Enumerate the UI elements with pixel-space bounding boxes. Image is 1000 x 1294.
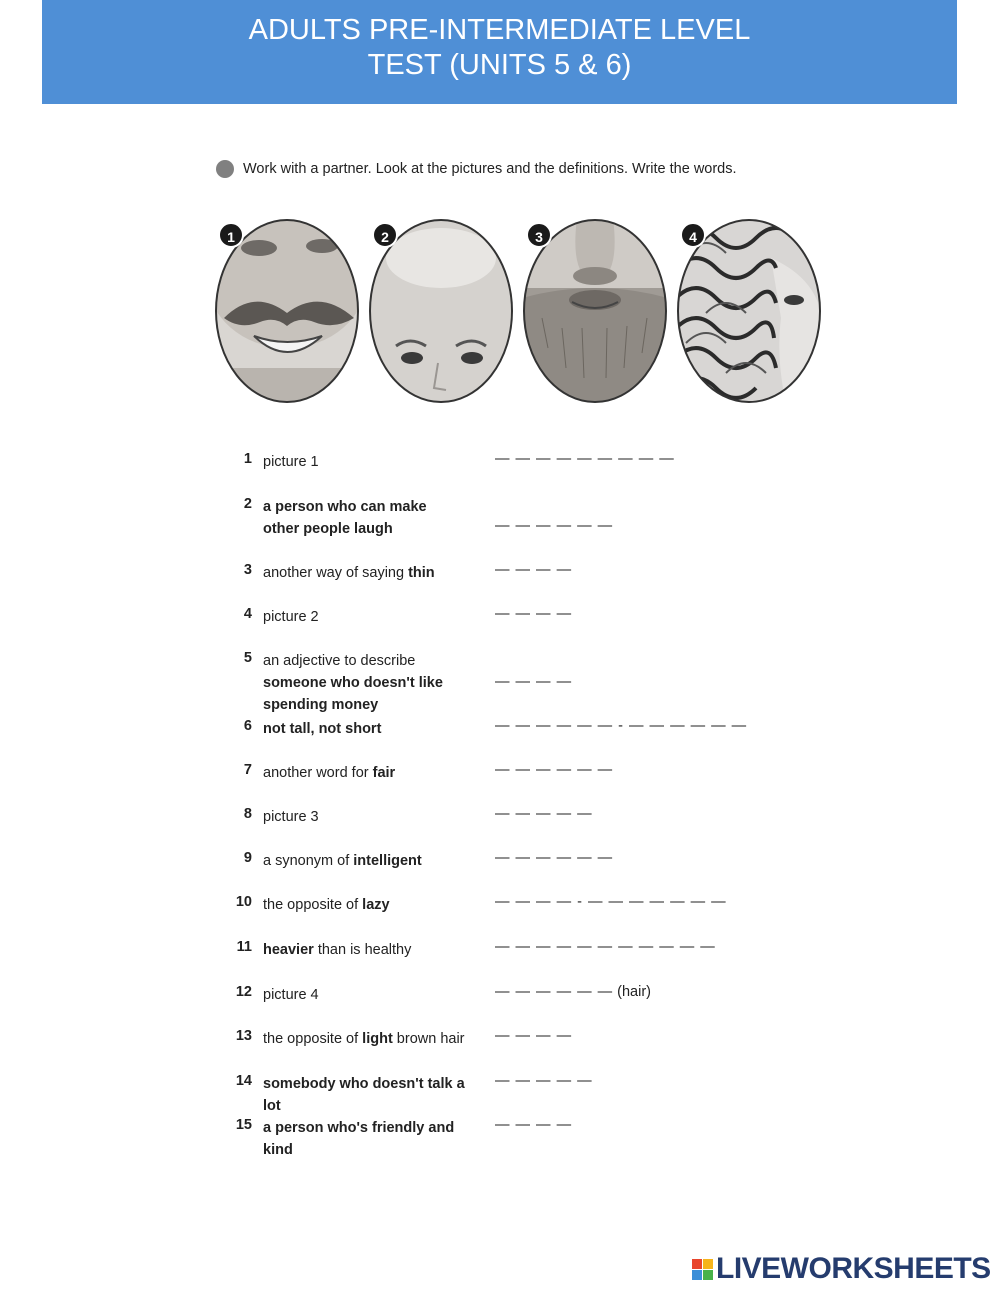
answer-blank[interactable]: — — — — (495, 674, 573, 690)
answer-blank[interactable]: — — — — (495, 562, 573, 578)
bullet-icon (216, 160, 234, 178)
answer-blank[interactable]: — — — — — — (495, 762, 614, 778)
answer-blank[interactable]: — — — — (495, 1028, 573, 1044)
page-title-banner (42, 0, 957, 104)
answer-blank[interactable]: — — — — — — (495, 984, 614, 1000)
picture-3 (522, 218, 668, 404)
logo-blocks-icon (692, 1259, 713, 1280)
answer-blank[interactable]: — — — — (495, 1117, 573, 1133)
picture-number: 1 (218, 222, 244, 248)
answer-blank[interactable]: — — — — — — — — — (495, 451, 675, 467)
answer-blank[interactable]: — — — — — — (495, 850, 614, 866)
answer-blank[interactable]: — — — — — (495, 806, 593, 822)
picture-row (214, 218, 834, 408)
title-line-1: ADULTS PRE-INTERMEDIATE LEVEL (248, 14, 751, 46)
answer-blank[interactable]: — — — — — — - — — — — — — (495, 718, 748, 734)
picture-number: 2 (372, 222, 398, 248)
picture-1 (214, 218, 360, 404)
logo-text: LIVEWORKSHEETS (716, 1252, 991, 1285)
title-line-2: TEST (UNITS 5 & 6) (367, 49, 632, 81)
hair-suffix: (hair) (617, 984, 651, 1000)
answer-blank[interactable]: — — — — — (495, 1073, 593, 1089)
answer-blank[interactable]: — — — — — — — — — — — (495, 939, 716, 955)
picture-2 (368, 218, 514, 404)
instruction-text: Work with a partner. Look at the pictures and the definitions. Write the words. (243, 161, 737, 177)
answer-blank[interactable]: — — — — - — — — — — — — (495, 894, 727, 910)
picture-number: 3 (526, 222, 552, 248)
liveworksheets-logo (692, 1252, 991, 1286)
answer-blank[interactable]: — — — — — — (495, 518, 614, 534)
picture-4 (676, 218, 822, 404)
picture-number: 4 (680, 222, 706, 248)
exercise-instruction (216, 160, 737, 178)
answer-blank[interactable]: — — — — (495, 606, 573, 622)
